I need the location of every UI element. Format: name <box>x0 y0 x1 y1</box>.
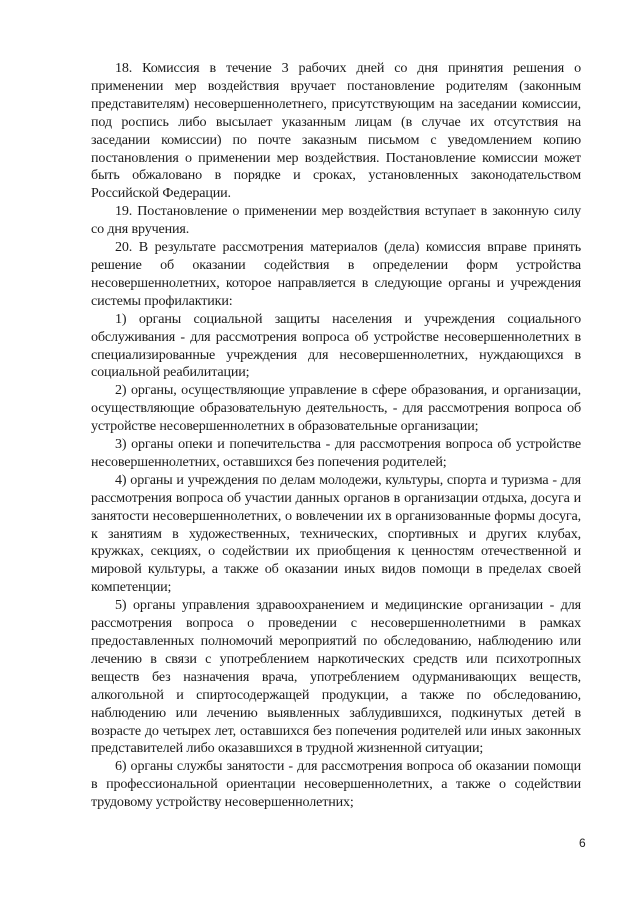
document-body <box>91 60 581 812</box>
list-item-2: 2) органы, осуществляющие управление в сфере образования, и организации, осуществляющие образовательную деятельность, - для рассмотрения вопроса об устройстве несовершеннолетних в образовательные организации; <box>91 382 581 435</box>
paragraph-20: 20. В результате рассмотрения материалов (дела) комиссия вправе принять решение об оказании содействия в определении форм устройства несовершеннолетних, которое направляется в следующие органы и учреждения системы профилактики: <box>91 239 581 309</box>
list-item-4: 4) органы и учреждения по делам молодежи, культуры, спорта и туризма - для рассмотрения вопроса об участии данных органов в организации отдыха, досуга и занятости несовершеннолетних, о вовлечении их в организованные формы досуга, к занятиям в художественных, технических, спортивных и других клубах, кружках, секциях, о содействии их приобщения к ценностям отечественной и мировой культуры, а также об оказании иных видов помощи в пределах своей компетенции; <box>91 471 581 596</box>
list-item-5: 5) органы управления здравоохранением и медицинские организации - для рассмотрения вопроса о проведении с несовершеннолетними в рамках предоставленных полномочий мероприятий по обследованию, наблюдению или лечению в связи с употреблением наркотических средств или психотропных веществ без назначения врача, употреблением одурманивающих веществ, алкогольной и спиртосодержащей продукции, а также по обследованию, наблюдению или лечению выявленных заблудившихся, подкинутых детей в возрасте до четырех лет, оставшихся без попечения родителей или иных законных представителей либо оказавшихся в трудной жизненной ситуации; <box>91 597 581 757</box>
list-item-1: 1) органы социальной защиты населения и учреждения социального обслуживания - для рассмотрения вопроса об устройстве несовершеннолетних в специализированные учреждения для несовершеннолетних, нуждающихся в социальной реабилитации; <box>91 310 581 381</box>
page-number: 6 <box>579 836 586 850</box>
list-item-3: 3) органы опеки и попечительства - для рассмотрения вопроса об устройстве несовершеннолетних, оставшихся без попечения родителей; <box>91 436 581 470</box>
paragraph-19: 19. Постановление о применении мер воздействия вступает в законную силу со дня вручения. <box>91 203 581 238</box>
paragraph-18: 18. Комиссия в течение 3 рабочих дней со дня принятия решения о применении мер воздействия вручает постановление родителям (законным представителям) несовершеннолетнего, присутствующим на заседании комиссии, под роспись либо высылает указанным лицам (в случае их отсутствия на заседании комиссии) по почте заказным письмом с уведомлением копию постановления о применении мер воздействия. Постановление комиссии может быть обжаловано в порядке и сроках, установленных законодательством Российской Федерации. <box>91 60 581 202</box>
list-item-6: 6) органы службы занятости - для рассмотрения вопроса об оказании помощи в профессиональной ориентации несовершеннолетних, а также о содействии трудовому устройству несовершеннолетних; <box>91 758 581 811</box>
